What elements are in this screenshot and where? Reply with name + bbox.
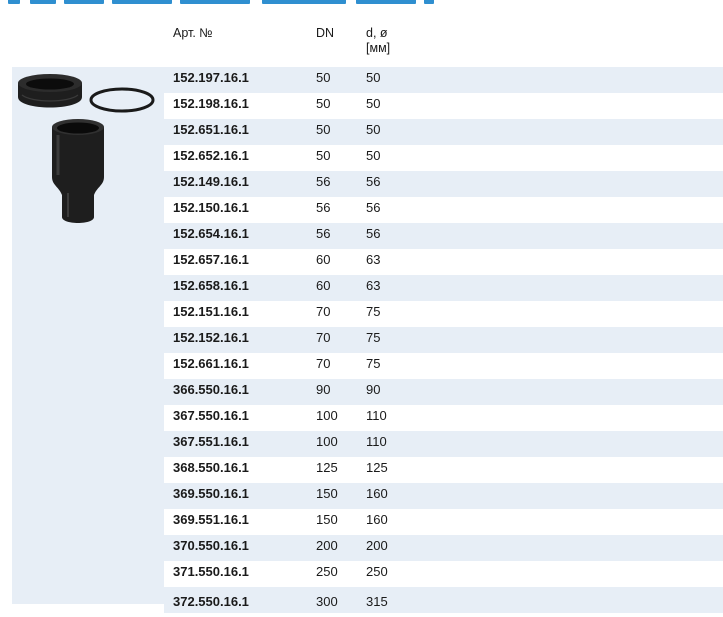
- cell-dn: 56: [316, 174, 331, 189]
- cell-article: 372.550.16.1: [173, 594, 249, 609]
- pipe-adapter-with-ring-and-seal-icon: [12, 67, 164, 237]
- cell-article: 152.651.16.1: [173, 122, 249, 137]
- cell-article: 152.149.16.1: [173, 174, 249, 189]
- cell-d: 160: [366, 486, 388, 501]
- cell-dn: 50: [316, 148, 331, 163]
- cell-article: 152.652.16.1: [173, 148, 249, 163]
- cell-dn: 100: [316, 408, 338, 423]
- cell-dn: 150: [316, 486, 338, 501]
- table-row: [164, 561, 723, 587]
- cell-d: 56: [366, 226, 381, 241]
- cell-article: 370.550.16.1: [173, 538, 249, 553]
- cell-dn: 125: [316, 460, 338, 475]
- cell-dn: 60: [316, 278, 331, 293]
- cell-dn: 300: [316, 594, 338, 609]
- header-diameter: [366, 26, 426, 56]
- cell-dn: 70: [316, 304, 331, 319]
- cell-d: 50: [366, 148, 381, 163]
- cell-article: 369.551.16.1: [173, 512, 249, 527]
- cell-dn: 50: [316, 96, 331, 111]
- cell-dn: 50: [316, 70, 331, 85]
- cell-article: 369.550.16.1: [173, 486, 249, 501]
- cell-d: 56: [366, 200, 381, 215]
- table-row: [164, 353, 723, 379]
- cell-article: 152.661.16.1: [173, 356, 249, 371]
- cell-dn: 200: [316, 538, 338, 553]
- table-row: [164, 379, 723, 405]
- cell-d: 75: [366, 330, 381, 345]
- table-row: [164, 327, 723, 353]
- cell-article: 368.550.16.1: [173, 460, 249, 475]
- table-row: [164, 405, 723, 431]
- cell-dn: 56: [316, 226, 331, 241]
- cell-article: 152.150.16.1: [173, 200, 249, 215]
- table-row: [164, 275, 723, 301]
- header-diameter-label: d, ø: [366, 26, 388, 40]
- table-header: [0, 26, 723, 66]
- cell-dn: 70: [316, 356, 331, 371]
- cell-article: 152.657.16.1: [173, 252, 249, 267]
- cell-dn: 150: [316, 512, 338, 527]
- header-article: Арт. №: [173, 26, 213, 40]
- table-row: [164, 145, 723, 171]
- table-row: [164, 171, 723, 197]
- cell-d: 63: [366, 252, 381, 267]
- table-row: [164, 223, 723, 249]
- cell-dn: 50: [316, 122, 331, 137]
- cell-d: 200: [366, 538, 388, 553]
- article-table-body: [164, 67, 723, 613]
- cell-d: 50: [366, 96, 381, 111]
- table-row: [164, 587, 723, 613]
- cell-dn: 56: [316, 200, 331, 215]
- cell-d: 250: [366, 564, 388, 579]
- seal-ring-icon: [91, 89, 153, 111]
- table-row: [164, 93, 723, 119]
- cell-d: 50: [366, 122, 381, 137]
- product-image-panel: [12, 67, 164, 604]
- cell-dn: 100: [316, 434, 338, 449]
- table-row: [164, 249, 723, 275]
- table-row: [164, 431, 723, 457]
- cell-article: 152.151.16.1: [173, 304, 249, 319]
- cell-d: 50: [366, 70, 381, 85]
- page-header-strip: [0, 0, 723, 4]
- cell-d: 75: [366, 304, 381, 319]
- table-row: [164, 535, 723, 561]
- cell-dn: 90: [316, 382, 331, 397]
- cell-article: 367.550.16.1: [173, 408, 249, 423]
- cell-d: 90: [366, 382, 381, 397]
- cell-d: 56: [366, 174, 381, 189]
- cell-dn: 250: [316, 564, 338, 579]
- cell-dn: 70: [316, 330, 331, 345]
- table-row: [164, 119, 723, 145]
- cell-d: 125: [366, 460, 388, 475]
- cell-d: 63: [366, 278, 381, 293]
- ring-sleeve-icon: [18, 74, 82, 108]
- cell-dn: 60: [316, 252, 331, 267]
- cell-article: 152.152.16.1: [173, 330, 249, 345]
- cell-article: 367.551.16.1: [173, 434, 249, 449]
- table-row: [164, 509, 723, 535]
- header-dn: DN: [316, 26, 335, 40]
- cell-article: 152.654.16.1: [173, 226, 249, 241]
- table-row: [164, 197, 723, 223]
- cell-article: 152.197.16.1: [173, 70, 249, 85]
- table-row: [164, 457, 723, 483]
- table-row: [164, 301, 723, 327]
- cell-article: 366.550.16.1: [173, 382, 249, 397]
- cell-article: 371.550.16.1: [173, 564, 249, 579]
- table-row: [164, 483, 723, 509]
- cell-d: 110: [366, 408, 387, 423]
- cell-d: 315: [366, 594, 388, 609]
- adapter-body-icon: [52, 119, 104, 223]
- table-row: [164, 67, 723, 93]
- header-diameter-unit: [мм]: [366, 41, 391, 55]
- cell-d: 110: [366, 434, 387, 449]
- cell-d: 160: [366, 512, 388, 527]
- cell-d: 75: [366, 356, 381, 371]
- cell-article: 152.658.16.1: [173, 278, 249, 293]
- cell-article: 152.198.16.1: [173, 96, 249, 111]
